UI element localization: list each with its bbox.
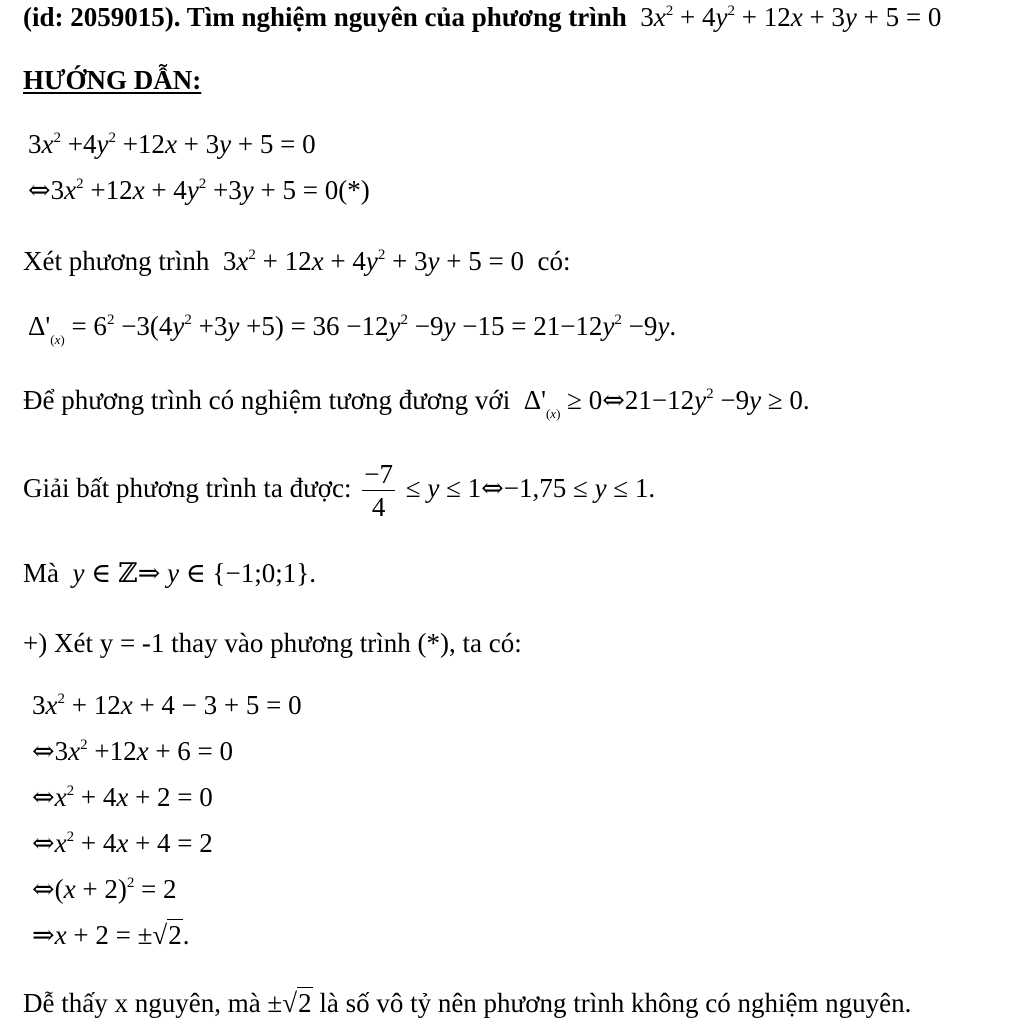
conclusion: Dễ thấy x nguyên, mà ±√2 là số vô tỷ nên phương trình không có nghiệm nguyên. [23,988,912,1018]
case-1-line-4: $\Leftrightarrow x^2 + 4x + 4 = 2$ [32,828,213,859]
equation-1: $3x^2 +4y^2 +12x + 3y + 5 = 0$ [28,129,316,159]
solve-line [23,460,655,522]
fraction-numerator: −7 [362,460,395,491]
condition-text: Để phương trình có nghiệm tương đương với [23,385,511,415]
equation-2: $\Leftrightarrow 3x^2 +12x + 4y^2 +3y + 5 = 0(*)$ [28,175,370,206]
problem-prefix: (id: 2059015). Tìm nghiệm nguyên của phương trình [23,2,627,32]
consider-suffix: có: [537,246,571,276]
case-1-line-1: $3x^2 + 12x + 4 - 3 + 5 = 0$ [32,690,302,720]
integer-line [23,560,316,587]
case-1-line-5: ⇔(x + 2)$^2$ = 2 [32,874,177,905]
consider-equation: $3x^2 + 12x + 4y^2 + 3y + 5 = 0$ [216,246,531,276]
problem-statement [23,4,941,31]
delta-line: $\Delta'_{(x)} = 6^2 -3(4y^2 +3y +5) = 36 -12y^2 -9y -15 = 21-12y^2 -9y$. [28,311,677,347]
case-1-line-2: $\Leftrightarrow 3x^2 +12x + 6 = 0$ [32,736,234,767]
consider-line [23,248,571,275]
consider-text: Xét phương trình [23,246,210,276]
solve-text: Giải bất phương trình ta được: [23,473,352,504]
integer-math: y ∈ ℤ⇒ y ∈ {−1;0;1}. [72,558,316,589]
fraction [362,460,395,522]
case-1-line-3: $\Leftrightarrow x^2 + 4x + 2 = 0$ [32,782,213,813]
condition-math: $\Delta'_{(x)}$ ≥ $0\Leftrightarrow 21-12y^2 -9y \ge 0$. [516,385,810,421]
solve-math: ≤ y ≤ 1⇔−1,75 ≤ y ≤ 1. [405,473,656,505]
case-1-heading: +) Xét y = -1 thay vào phương trình (*), ta có: [23,628,522,658]
problem-equation: $3x^2 + 4y^2 + 12x + 3y + 5 = 0$ [633,2,942,32]
integer-text: Mà [23,558,59,588]
guide-heading: HƯỚNG DẪN: [23,65,202,95]
case-1-line-6: ⇒x + 2 = ±√2. [32,920,190,951]
fraction-denominator: 4 [371,492,386,523]
condition-line [23,385,810,421]
